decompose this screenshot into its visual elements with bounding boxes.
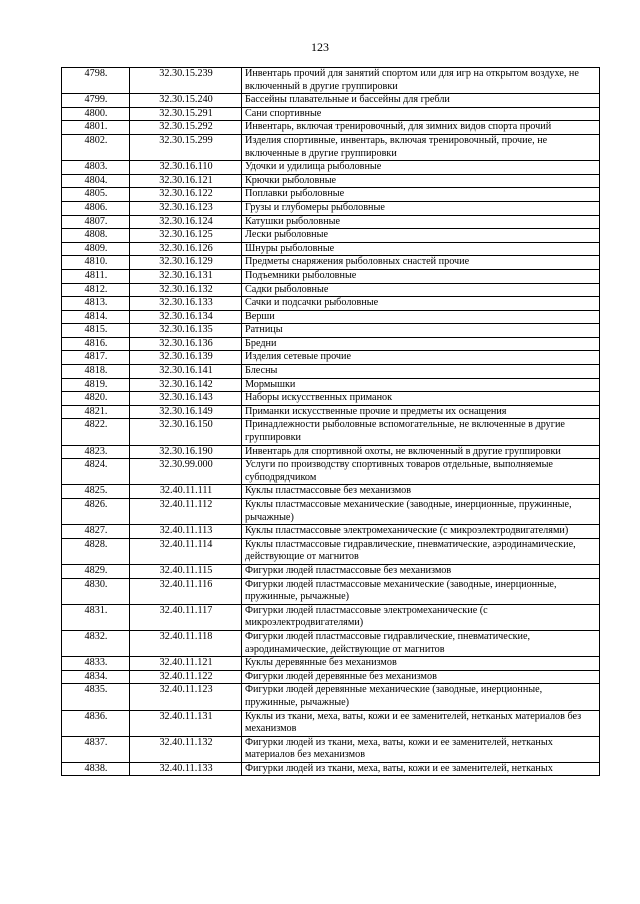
table-row <box>62 538 600 564</box>
okpd-code: 32.30.16.132 <box>130 283 242 297</box>
item-name: Лески рыболовные <box>242 229 600 243</box>
okpd-code: 32.40.11.116 <box>130 578 242 604</box>
row-number: 4815. <box>62 324 130 338</box>
row-number: 4832. <box>62 630 130 656</box>
table-row <box>62 68 600 94</box>
row-number: 4807. <box>62 215 130 229</box>
item-name: Изделия спортивные, инвентарь, включая тренировочный, прочие, не включенные в другие группировки <box>242 134 600 160</box>
okpd-code: 32.30.15.239 <box>130 68 242 94</box>
item-name: Услуги по производству спортивных товаров отдельные, выполняемые субподрядчиком <box>242 459 600 485</box>
okpd-code: 32.40.11.114 <box>130 538 242 564</box>
okpd-code: 32.30.16.131 <box>130 269 242 283</box>
table-row <box>62 564 600 578</box>
okpd-code: 32.40.11.115 <box>130 564 242 578</box>
table-row <box>62 710 600 736</box>
item-name: Бассейны плавательные и бассейны для гребли <box>242 94 600 108</box>
row-number: 4809. <box>62 242 130 256</box>
row-number: 4826. <box>62 499 130 525</box>
table-row <box>62 736 600 762</box>
okpd-code: 32.30.16.142 <box>130 378 242 392</box>
row-number: 4804. <box>62 174 130 188</box>
row-number: 4838. <box>62 762 130 776</box>
okpd-code: 32.40.11.121 <box>130 657 242 671</box>
okpd-code: 32.40.11.111 <box>130 485 242 499</box>
item-name: Приманки искусственные прочие и предметы их оснащения <box>242 405 600 419</box>
row-number: 4825. <box>62 485 130 499</box>
okpd-code: 32.30.99.000 <box>130 459 242 485</box>
okpd-code: 32.30.16.123 <box>130 201 242 215</box>
row-number: 4827. <box>62 525 130 539</box>
row-number: 4829. <box>62 564 130 578</box>
table-row <box>62 630 600 656</box>
table-row <box>62 161 600 175</box>
table-row <box>62 283 600 297</box>
row-number: 4801. <box>62 121 130 135</box>
table-row <box>62 405 600 419</box>
item-name: Фигурки людей пластмассовые гидравлические, пневматические, аэродинамические, действующие от магнитов <box>242 630 600 656</box>
row-number: 4830. <box>62 578 130 604</box>
item-name: Сачки и подсачки рыболовные <box>242 297 600 311</box>
item-name: Фигурки людей из ткани, меха, ваты, кожи и ее заменителей, нетканых материалов без механизмов <box>242 736 600 762</box>
row-number: 4806. <box>62 201 130 215</box>
item-name: Верши <box>242 310 600 324</box>
okpd-code: 32.30.15.292 <box>130 121 242 135</box>
row-number: 4836. <box>62 710 130 736</box>
item-name: Мормышки <box>242 378 600 392</box>
okpd-code: 32.40.11.112 <box>130 499 242 525</box>
table-row <box>62 94 600 108</box>
okpd-code: 32.30.16.136 <box>130 337 242 351</box>
item-name: Фигурки людей из ткани, меха, ваты, кожи и ее заменителей, нетканых <box>242 762 600 776</box>
row-number: 4831. <box>62 604 130 630</box>
okpd-code: 32.30.16.149 <box>130 405 242 419</box>
okpd-code: 32.30.16.135 <box>130 324 242 338</box>
okpd-code: 32.40.11.133 <box>130 762 242 776</box>
row-number: 4828. <box>62 538 130 564</box>
item-name: Подъемники рыболовные <box>242 269 600 283</box>
row-number: 4799. <box>62 94 130 108</box>
row-number: 4803. <box>62 161 130 175</box>
okpd-code: 32.30.15.291 <box>130 107 242 121</box>
page-number: 123 <box>311 40 329 54</box>
table-row <box>62 297 600 311</box>
item-name: Бредни <box>242 337 600 351</box>
table-row <box>62 525 600 539</box>
item-name: Куклы пластмассовые механические (заводные, инерционные, пружинные, рычажные) <box>242 499 600 525</box>
item-name: Фигурки людей деревянные механические (заводные, инерционные, пружинные, рычажные) <box>242 684 600 710</box>
item-name: Фигурки людей пластмассовые без механизмов <box>242 564 600 578</box>
table-row <box>62 256 600 270</box>
table-row <box>62 684 600 710</box>
row-number: 4808. <box>62 229 130 243</box>
okpd-code: 32.30.16.126 <box>130 242 242 256</box>
okpd-code: 32.40.11.123 <box>130 684 242 710</box>
table-row <box>62 365 600 379</box>
row-number: 4814. <box>62 310 130 324</box>
table-row <box>62 445 600 459</box>
row-number: 4833. <box>62 657 130 671</box>
row-number: 4820. <box>62 392 130 406</box>
item-name: Изделия сетевые прочие <box>242 351 600 365</box>
item-name: Наборы искусственных приманок <box>242 392 600 406</box>
item-name: Ратницы <box>242 324 600 338</box>
table-row <box>62 762 600 776</box>
item-name: Инвентарь, включая тренировочный, для зимних видов спорта прочий <box>242 121 600 135</box>
row-number: 4817. <box>62 351 130 365</box>
okpd-code: 32.30.16.141 <box>130 365 242 379</box>
item-name: Крючки рыболовные <box>242 174 600 188</box>
row-number: 4798. <box>62 68 130 94</box>
table-row <box>62 578 600 604</box>
table-row <box>62 310 600 324</box>
item-name: Грузы и глубомеры рыболовные <box>242 201 600 215</box>
item-name: Принадлежности рыболовные вспомогательные, не включенные в другие группировки <box>242 419 600 445</box>
table-row <box>62 337 600 351</box>
okpd-code: 32.40.11.118 <box>130 630 242 656</box>
item-name: Катушки рыболовные <box>242 215 600 229</box>
table-row <box>62 670 600 684</box>
table-row <box>62 485 600 499</box>
okpd-code: 32.30.16.190 <box>130 445 242 459</box>
okpd-code: 32.30.16.139 <box>130 351 242 365</box>
item-name: Поплавки рыболовные <box>242 188 600 202</box>
row-number: 4805. <box>62 188 130 202</box>
table-row <box>62 269 600 283</box>
okpd-code: 32.30.16.121 <box>130 174 242 188</box>
row-number: 4823. <box>62 445 130 459</box>
row-number: 4800. <box>62 107 130 121</box>
okpd-code: 32.40.11.113 <box>130 525 242 539</box>
table-row <box>62 107 600 121</box>
row-number: 4811. <box>62 269 130 283</box>
item-name: Блесны <box>242 365 600 379</box>
okpd-code: 32.30.16.110 <box>130 161 242 175</box>
item-name: Инвентарь прочий для занятий спортом или для игр на открытом воздухе, не включенный в другие группировки <box>242 68 600 94</box>
okpd-code: 32.30.16.122 <box>130 188 242 202</box>
item-name: Куклы деревянные без механизмов <box>242 657 600 671</box>
okpd-code: 32.40.11.132 <box>130 736 242 762</box>
table-row <box>62 121 600 135</box>
okpd-code: 32.30.16.133 <box>130 297 242 311</box>
table-body <box>62 68 600 776</box>
okpd-code: 32.30.16.129 <box>130 256 242 270</box>
classification-table <box>61 67 600 776</box>
okpd-code: 32.30.16.125 <box>130 229 242 243</box>
row-number: 4810. <box>62 256 130 270</box>
item-name: Куклы из ткани, меха, ваты, кожи и ее заменителей, нетканых материалов без механизмов <box>242 710 600 736</box>
table-row <box>62 174 600 188</box>
item-name: Куклы пластмассовые без механизмов <box>242 485 600 499</box>
table-row <box>62 188 600 202</box>
table-row <box>62 392 600 406</box>
item-name: Предметы снаряжения рыболовных снастей прочие <box>242 256 600 270</box>
table-row <box>62 324 600 338</box>
item-name: Сани спортивные <box>242 107 600 121</box>
row-number: 4821. <box>62 405 130 419</box>
row-number: 4824. <box>62 459 130 485</box>
item-name: Фигурки людей пластмассовые электромеханические (с микроэлектродвигателями) <box>242 604 600 630</box>
item-name: Инвентарь для спортивной охоты, не включенный в другие группировки <box>242 445 600 459</box>
okpd-code: 32.40.11.131 <box>130 710 242 736</box>
okpd-code: 32.40.11.122 <box>130 670 242 684</box>
table-row <box>62 604 600 630</box>
row-number: 4822. <box>62 419 130 445</box>
table-row <box>62 378 600 392</box>
item-name: Шнуры рыболовные <box>242 242 600 256</box>
okpd-code: 32.30.16.143 <box>130 392 242 406</box>
item-name: Удочки и удилища рыболовные <box>242 161 600 175</box>
table-row <box>62 351 600 365</box>
okpd-code: 32.30.15.240 <box>130 94 242 108</box>
table-row <box>62 242 600 256</box>
okpd-code: 32.30.16.124 <box>130 215 242 229</box>
row-number: 4834. <box>62 670 130 684</box>
table-row <box>62 229 600 243</box>
table-row <box>62 134 600 160</box>
row-number: 4812. <box>62 283 130 297</box>
row-number: 4813. <box>62 297 130 311</box>
row-number: 4816. <box>62 337 130 351</box>
okpd-code: 32.30.15.299 <box>130 134 242 160</box>
table-row <box>62 215 600 229</box>
row-number: 4837. <box>62 736 130 762</box>
table-row <box>62 499 600 525</box>
item-name: Куклы пластмассовые электромеханические (с микроэлектродвигателями) <box>242 525 600 539</box>
okpd-code: 32.40.11.117 <box>130 604 242 630</box>
row-number: 4802. <box>62 134 130 160</box>
okpd-code: 32.30.16.150 <box>130 419 242 445</box>
table-row <box>62 657 600 671</box>
row-number: 4835. <box>62 684 130 710</box>
row-number: 4818. <box>62 365 130 379</box>
item-name: Садки рыболовные <box>242 283 600 297</box>
item-name: Фигурки людей пластмассовые механические (заводные, инерционные, пружинные, рычажные) <box>242 578 600 604</box>
table-row <box>62 459 600 485</box>
table-row <box>62 201 600 215</box>
item-name: Куклы пластмассовые гидравлические, пневматические, аэродинамические, действующие от магнитов <box>242 538 600 564</box>
table-row <box>62 419 600 445</box>
row-number: 4819. <box>62 378 130 392</box>
item-name: Фигурки людей деревянные без механизмов <box>242 670 600 684</box>
okpd-code: 32.30.16.134 <box>130 310 242 324</box>
